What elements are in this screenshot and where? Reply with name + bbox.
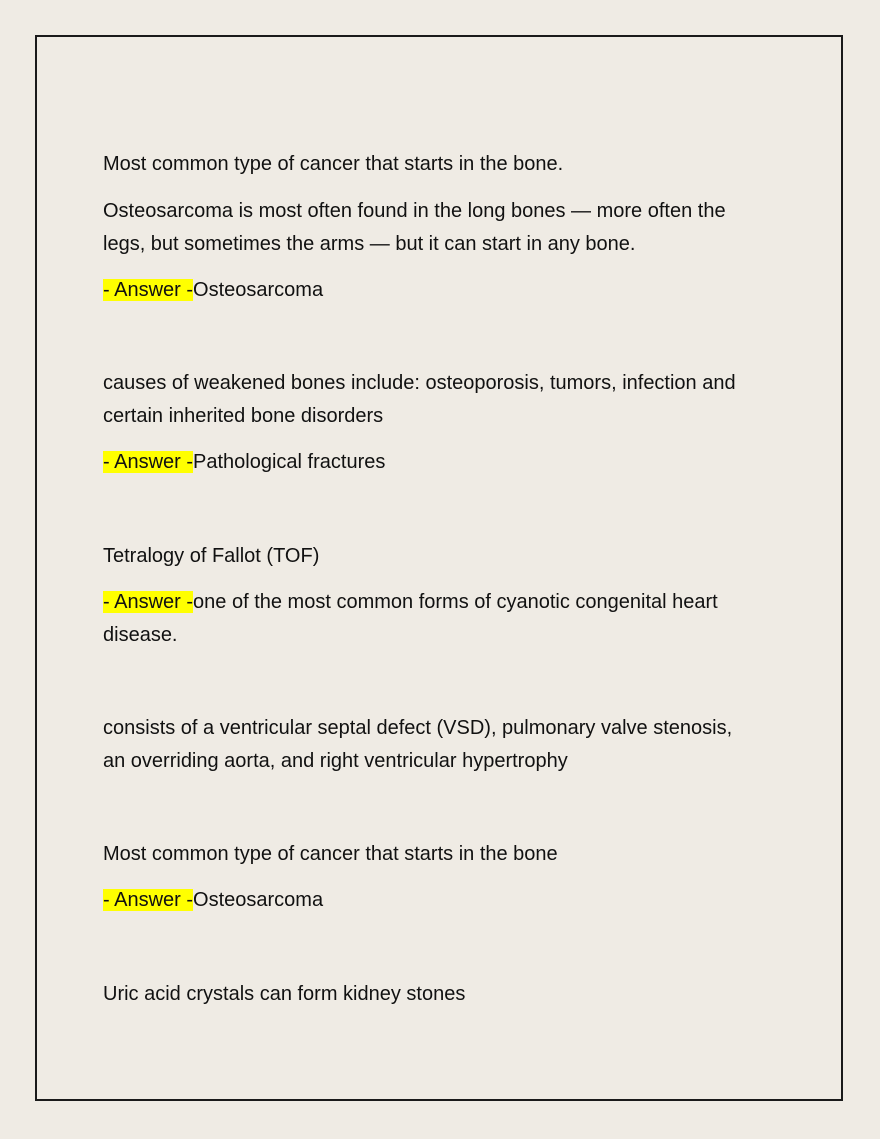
answer-label-highlight: - Answer -: [103, 451, 194, 473]
answer-text: one of the most common forms of cyanotic congenital heart: [193, 591, 718, 613]
answer-label-highlight: - Answer -: [103, 591, 194, 613]
answer-label-highlight: - Answer -: [103, 889, 194, 911]
explanation-text: Osteosarcoma is most often found in the long bones — more often the: [103, 200, 726, 222]
answer-text: Pathological fractures: [193, 451, 386, 473]
answer-line: [103, 586, 718, 619]
question-text: consists of a ventricular septal defect (VSD), pulmonary valve stenosis,: [103, 717, 733, 739]
question-text: Most common type of cancer that starts in the bone.: [103, 153, 564, 175]
answer-label-highlight: - Answer -: [103, 279, 194, 301]
answer-line: [103, 274, 323, 307]
answer-text: Osteosarcoma: [193, 889, 324, 911]
question-text: an overriding aorta, and right ventricular hypertrophy: [103, 750, 568, 772]
question-text: Uric acid crystals can form kidney stones: [103, 983, 466, 1005]
explanation-text: legs, but sometimes the arms — but it can start in any bone.: [103, 233, 636, 255]
answer-line: [103, 884, 323, 917]
question-text: certain inherited bone disorders: [103, 405, 384, 427]
answer-text-continued: disease.: [103, 624, 178, 646]
answer-text: Osteosarcoma: [193, 279, 324, 301]
answer-line: [103, 446, 385, 479]
question-text: causes of weakened bones include: osteoporosis, tumors, infection and: [103, 372, 736, 394]
question-text: Tetralogy of Fallot (TOF): [103, 545, 320, 567]
question-text: Most common type of cancer that starts in the bone: [103, 843, 558, 865]
